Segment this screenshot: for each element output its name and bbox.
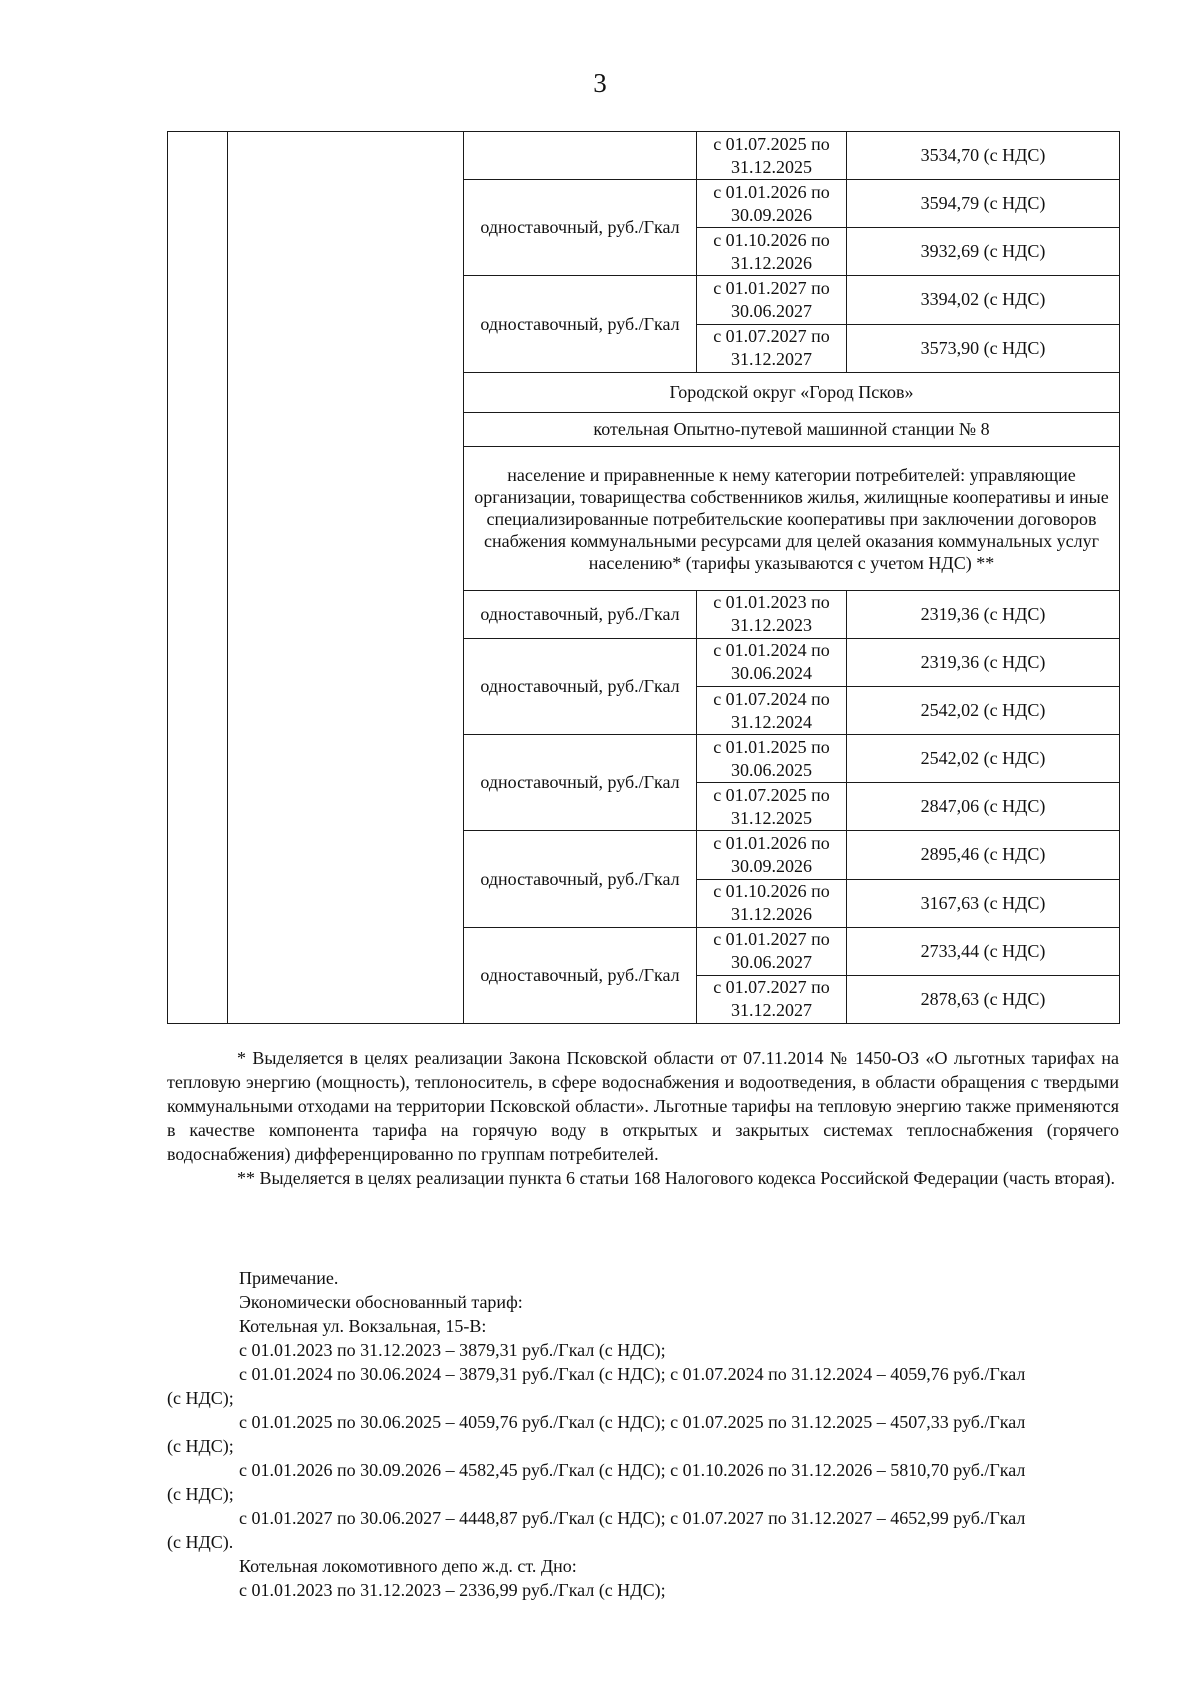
tariff-line-cont: (с НДС);	[167, 1436, 234, 1456]
period-cell: с 01.07.2025 по 31.12.2025	[697, 132, 847, 180]
tariff-line-cont: (с НДС);	[167, 1484, 234, 1504]
period-cell: с 01.01.2024 по 30.06.2024	[697, 638, 847, 686]
value-cell: 3534,70 (с НДС)	[847, 132, 1120, 180]
period-cell: с 01.01.2027 по 30.06.2027	[697, 276, 847, 324]
period-cell: с 01.01.2026 по 30.09.2026	[697, 831, 847, 879]
value-cell: 3594,79 (с НДС)	[847, 180, 1120, 228]
tariff-line: с 01.01.2025 по 30.06.2025 – 4059,76 руб./Гкал (с НДС); с 01.07.2025 по 31.12.2025 – 4507,33 руб./Гкал	[239, 1412, 1026, 1432]
period-cell: с 01.01.2026 по 30.09.2026	[697, 180, 847, 228]
tariff-type-cell	[464, 132, 697, 180]
remark-title: Примечание.	[239, 1268, 339, 1288]
tariff-type-cell: одноставочный, руб./Гкал	[464, 276, 697, 372]
empty-cell-1	[168, 132, 228, 1024]
footnotes	[167, 1046, 1119, 1190]
tariff-table	[167, 131, 1120, 1024]
remark-section	[167, 1266, 1137, 1602]
period-cell: с 01.10.2026 по 31.12.2026	[697, 228, 847, 276]
page-number: 3	[593, 68, 607, 98]
tariff-type-cell: одноставочный, руб./Гкал	[464, 590, 697, 638]
consumer-category-header: население и приравненные к нему категории потребителей: управляющие организации, товарищества собственников жилья, жилищные кооперативы и иные специализированные потребительские кооперативы при заключении договоров снабжения коммунальными ресурсами для целей оказания коммунальных услуг населению* (тарифы указываются с учетом НДС) **	[464, 447, 1120, 590]
tariff-line: с 01.01.2023 по 31.12.2023 – 3879,31 руб./Гкал (с НДС);	[239, 1340, 666, 1360]
tariff-type-cell: одноставочный, руб./Гкал	[464, 927, 697, 1023]
value-cell: 3932,69 (с НДС)	[847, 228, 1120, 276]
value-cell: 2847,06 (с НДС)	[847, 783, 1120, 831]
value-cell: 2895,46 (с НДС)	[847, 831, 1120, 879]
value-cell: 2319,36 (с НДС)	[847, 638, 1120, 686]
period-cell: с 01.07.2027 по 31.12.2027	[697, 975, 847, 1023]
tariff-line: с 01.01.2027 по 30.06.2027 – 4448,87 руб./Гкал (с НДС); с 01.07.2027 по 31.12.2027 – 4652,99 руб./Гкал	[239, 1508, 1026, 1528]
footnote-2: ** Выделяется в целях реализации пункта 6 статьи 168 Налогового кодекса Российской Федерации (часть вторая).	[237, 1168, 1115, 1188]
period-cell: с 01.01.2023 по 31.12.2023	[697, 590, 847, 638]
remark-subtitle: Экономически обоснованный тариф:	[239, 1292, 523, 1312]
value-cell: 2878,63 (с НДС)	[847, 975, 1120, 1023]
tariff-line-cont: (с НДС);	[167, 1388, 234, 1408]
tariff-type-cell: одноставочный, руб./Гкал	[464, 831, 697, 927]
tariff-type-cell: одноставочный, руб./Гкал	[464, 735, 697, 831]
value-cell: 2319,36 (с НДС)	[847, 590, 1120, 638]
period-cell: с 01.07.2027 по 31.12.2027	[697, 324, 847, 372]
footnote-1: * Выделяется в целях реализации Закона Псковской области от 07.11.2014 № 1450-ОЗ «О льготных тарифах на тепловую энергию (мощность), теплоноситель, в сфере водоснабжения и водоотведения, в области обращения с твердыми коммунальными отходами на территории Псковской области». Льготные тарифы на тепловую энергию также применяются в качестве компонента тарифа на горячую воду в открытых и закрытых системах теплоснабжения (горячего водоснабжения) дифференцированно по группам потребителей.	[167, 1048, 1119, 1164]
value-cell: 2542,02 (с НДС)	[847, 735, 1120, 783]
tariff-line-cont: (с НДС).	[167, 1532, 234, 1552]
region-title: Городской округ «Город Псков»	[464, 372, 1120, 412]
boiler-title: котельная Опытно-путевой машинной станции № 8	[464, 412, 1120, 447]
value-cell: 2733,44 (с НДС)	[847, 927, 1120, 975]
period-cell: с 01.01.2027 по 30.06.2027	[697, 927, 847, 975]
tariff-line: с 01.01.2024 по 30.06.2024 – 3879,31 руб./Гкал (с НДС); с 01.07.2024 по 31.12.2024 – 4059,76 руб./Гкал	[239, 1364, 1026, 1384]
tariff-type-cell: одноставочный, руб./Гкал	[464, 638, 697, 734]
period-cell: с 01.01.2025 по 30.06.2025	[697, 735, 847, 783]
period-cell: с 01.07.2025 по 31.12.2025	[697, 783, 847, 831]
value-cell: 2542,02 (с НДС)	[847, 687, 1120, 735]
period-cell: с 01.07.2024 по 31.12.2024	[697, 687, 847, 735]
value-cell: 3167,63 (с НДС)	[847, 879, 1120, 927]
boiler-vokzalnaya-label: Котельная ул. Вокзальная, 15-В:	[239, 1316, 487, 1336]
tariff-line: с 01.01.2023 по 31.12.2023 – 2336,99 руб./Гкал (с НДС);	[239, 1580, 666, 1600]
value-cell: 3573,90 (с НДС)	[847, 324, 1120, 372]
empty-cell-2	[228, 132, 464, 1024]
tariff-line: с 01.01.2026 по 30.09.2026 – 4582,45 руб./Гкал (с НДС); с 01.10.2026 по 31.12.2026 – 5810,70 руб./Гкал	[239, 1460, 1026, 1480]
boiler-dno-label: Котельная локомотивного депо ж.д. ст. Дно:	[239, 1556, 577, 1576]
tariff-type-cell: одноставочный, руб./Гкал	[464, 180, 697, 276]
period-cell: с 01.10.2026 по 31.12.2026	[697, 879, 847, 927]
value-cell: 3394,02 (с НДС)	[847, 276, 1120, 324]
